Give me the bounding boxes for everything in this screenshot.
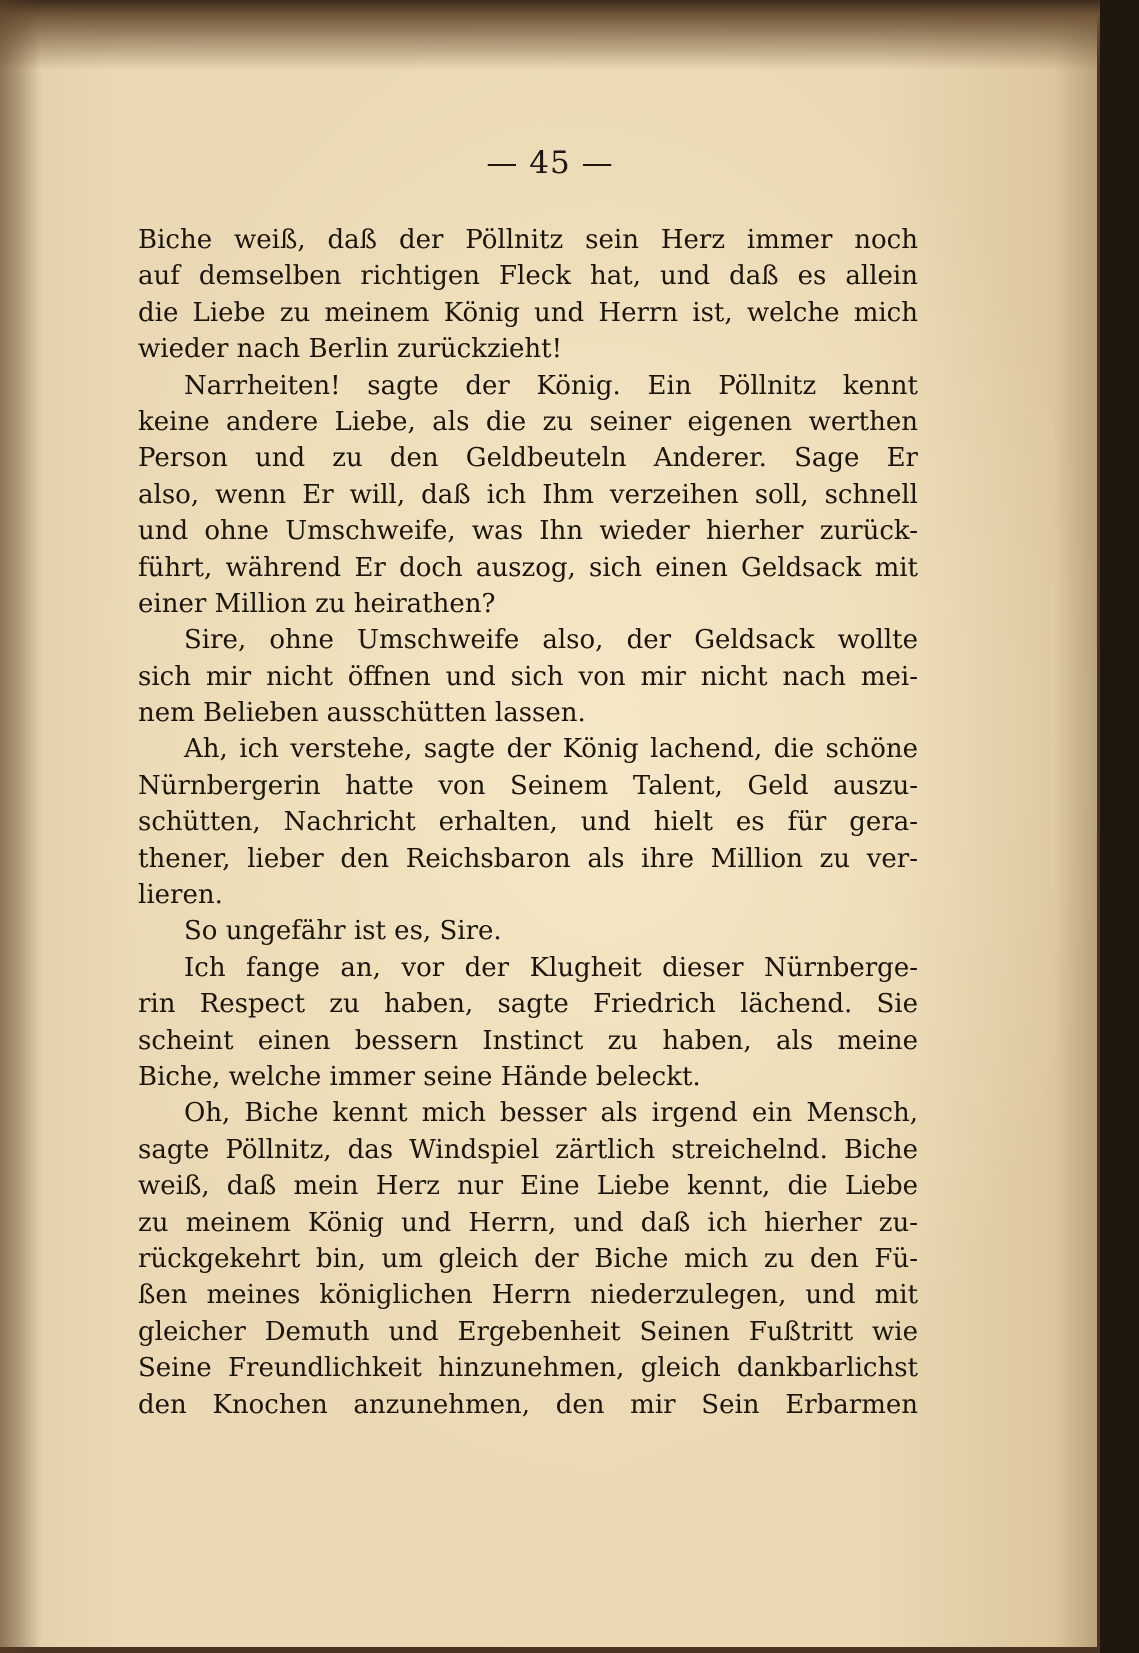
text-line: Biche weiß, daß der Pöllnitz sein Herz immer noch bbox=[138, 225, 918, 255]
text-line: wieder nach Berlin zurückzieht! bbox=[138, 334, 563, 365]
text-line: auf demselben richtigen Fleck hat, und daß es allein bbox=[138, 261, 918, 292]
text-line: einer Million zu heirathen? bbox=[138, 588, 496, 619]
text-line: Ah, ich verstehe, sagte der König lachend, die schöne bbox=[184, 734, 918, 765]
spine-shadow bbox=[0, 0, 40, 1653]
text-line: Oh, Biche kennt mich besser als irgend ein Mensch, bbox=[184, 1098, 918, 1129]
text-line: keine andere Liebe, als die zu seiner eigenen werthen bbox=[138, 406, 918, 437]
text-line: Biche, welche immer seine Hände beleckt. bbox=[138, 1061, 701, 1092]
text-line: den Knochen anzunehmen, den mir Sein Erbarmen bbox=[138, 1389, 918, 1420]
body-text bbox=[138, 222, 918, 1423]
text-line: und ohne Umschweife, was Ihn wieder hierher zurück- bbox=[138, 516, 918, 547]
text-line: lieren. bbox=[138, 880, 223, 911]
text-line: sagte Pöllnitz, das Windspiel zärtlich streichelnd. Biche bbox=[138, 1134, 918, 1165]
text-line: ßen meines königlichen Herrn niederzulegen, und mit bbox=[138, 1280, 918, 1311]
text-line: scheint einen bessern Instinct zu haben, als meine bbox=[138, 1025, 918, 1056]
page-number: — 45 — bbox=[486, 145, 614, 181]
text-line: zu meinem König und Herrn, und daß ich hierher zu- bbox=[138, 1207, 918, 1238]
text-line: nem Belieben ausschütten lassen. bbox=[138, 698, 586, 729]
text-line: So ungefähr ist es, Sire. bbox=[184, 916, 502, 947]
text-line: die Liebe zu meinem König und Herrn ist, welche mich bbox=[138, 297, 918, 328]
text-line: Nürnbergerin hatte von Seinem Talent, Geld auszu- bbox=[138, 770, 918, 801]
page-top-shadow bbox=[0, 0, 1100, 70]
text-line: gleicher Demuth und Ergebenheit Seinen Fußtritt wie bbox=[138, 1316, 918, 1347]
text-line: schütten, Nachricht erhalten, und hielt es für gera- bbox=[138, 807, 918, 838]
text-line: Narrheiten! sagte der König. Ein Pöllnitz kennt bbox=[184, 370, 918, 401]
text-line: Person und zu den Geldbeuteln Anderer. Sage Er bbox=[138, 443, 918, 474]
text-line: weiß, daß mein Herz nur Eine Liebe kennt, die Liebe bbox=[138, 1171, 918, 1202]
text-line: thener, lieber den Reichsbaron als ihre Million zu ver- bbox=[138, 843, 918, 874]
text-line: rückgekehrt bin, um gleich der Biche mich zu den Fü- bbox=[138, 1243, 918, 1274]
text-line: Sire, ohne Umschweife also, der Geldsack wollte bbox=[184, 625, 918, 656]
text-line: Seine Freundlichkeit hinzunehmen, gleich dankbarlichst bbox=[138, 1353, 918, 1384]
text-line: Ich fange an, vor der Klugheit dieser Nürnberge- bbox=[184, 952, 918, 983]
text-line: also, wenn Er will, daß ich Ihm verzeihen soll, schnell bbox=[138, 479, 918, 510]
text-line: führt, während Er doch auszog, sich einen Geldsack mit bbox=[138, 552, 918, 583]
text-line: sich mir nicht öffnen und sich von mir nicht nach mei- bbox=[138, 661, 918, 692]
text-line: rin Respect zu haben, sagte Friedrich lächend. Sie bbox=[138, 989, 918, 1020]
